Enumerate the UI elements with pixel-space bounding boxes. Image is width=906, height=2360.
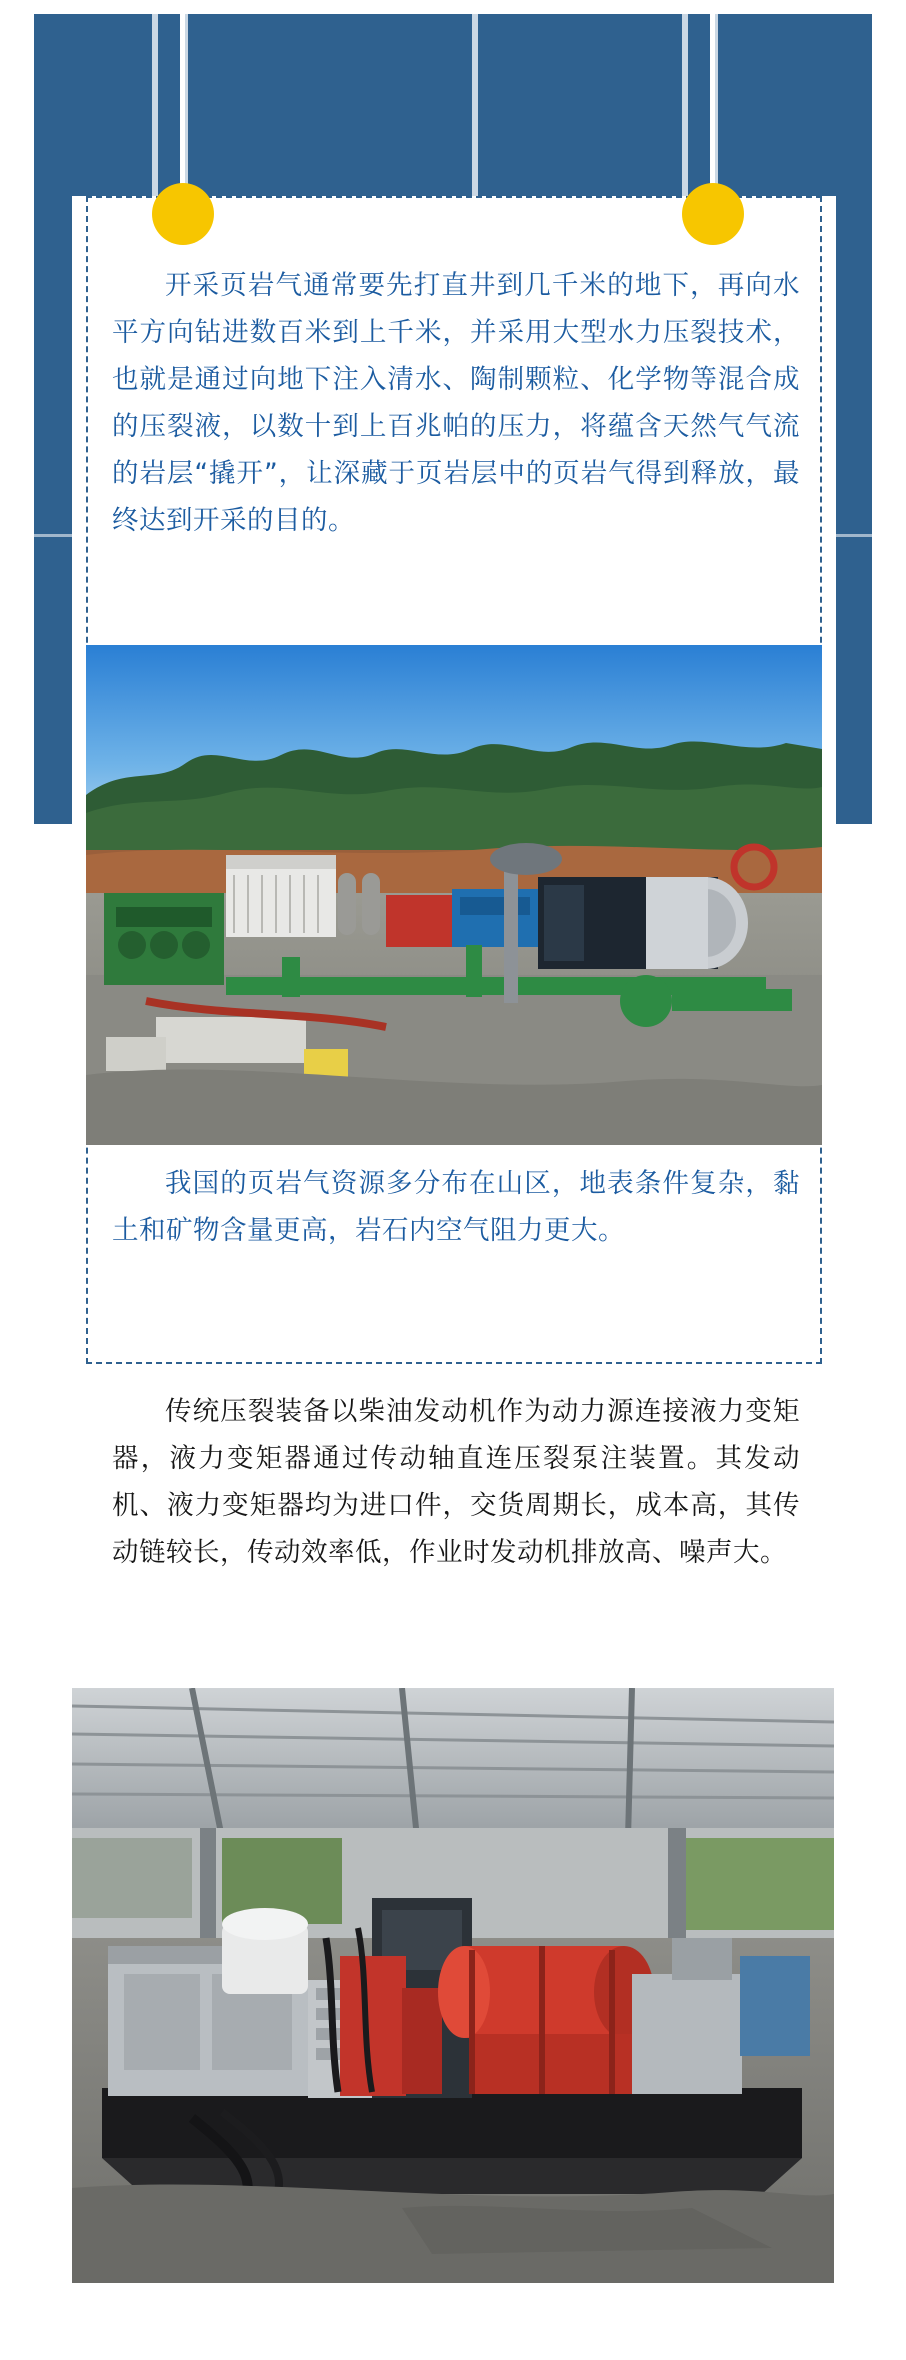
- paragraph-one: 开采页岩气通常要先打直井到几千米的地下，再向水平方向钻进数百米到上千米，并采用大型水力压裂技术，也就是通过向地下注入清水、陶制颗粒、化学物等混合成的压裂液，以数十到上百兆帕的压力，将蕴含天然气气流的岩层“撬开”，让深藏于页岩层中的页岩气得到释放，最终达到开采的目的。: [112, 270, 800, 536]
- pin-stem-right: [710, 14, 715, 194]
- page-right-margin: [872, 0, 906, 2360]
- page-left-margin: [0, 0, 34, 2360]
- paragraph-two: 我国的页岩气资源多分布在山区，地表条件复杂，黏土和矿物含量更高，岩石内空气阻力更大。: [112, 1168, 800, 1246]
- pin-stem-left: [180, 14, 185, 194]
- pin-circle-right: [682, 183, 744, 245]
- photo2-graphic: [72, 1688, 834, 2283]
- photo1-graphic: [86, 645, 822, 1145]
- pin-circle-left: [152, 183, 214, 245]
- photo-electric-fracturing-equipment: [72, 1688, 834, 2283]
- paragraph-three: 传统压裂装备以柴油发动机作为动力源连接液力变矩器，液力变矩器通过传动轴直连压裂泵注装置。其发动机、液力变矩器均为进口件，交货周期长，成本高，其传动链较长，传动效率低，作业时发动机排放高、噪声大。: [112, 1396, 800, 1568]
- photo-fracturing-pump-site: [86, 645, 822, 1145]
